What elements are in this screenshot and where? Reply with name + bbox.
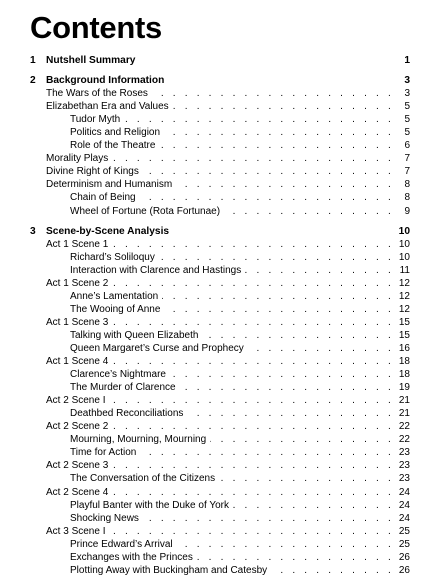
toc-entry-title: Act 2 Scene 2	[46, 421, 109, 433]
toc-page-number: 5	[404, 114, 410, 126]
toc-dot-leader	[112, 486, 394, 499]
toc-entry-title: Role of the Theatre	[70, 140, 156, 152]
toc-section-entry[interactable]	[30, 100, 410, 113]
toc-entry-title: The Wooing of Anne	[70, 303, 161, 315]
toc-subsection-entry[interactable]	[30, 251, 410, 264]
toc-entry-title: Politics and Religion	[70, 127, 161, 139]
toc-subsection-entry[interactable]	[30, 205, 410, 218]
toc-page-number: 22	[398, 434, 410, 446]
toc-page-number: 15	[398, 329, 410, 341]
toc-dot-leader	[112, 459, 394, 472]
toc-dot-leader	[177, 538, 394, 551]
toc-page-number: 8	[404, 192, 410, 204]
toc-page-number: 7	[404, 166, 410, 178]
toc-dot-leader	[248, 342, 394, 355]
toc-entry-title: Queen Margaret’s Curse and Prophecy	[70, 342, 244, 354]
document-page	[30, 10, 410, 577]
toc-dot-leader	[210, 433, 394, 446]
toc-dot-leader	[170, 368, 394, 381]
toc-entry-title: Time for Action	[70, 447, 137, 459]
toc-page-number: 12	[398, 303, 410, 315]
toc-entry-title: Tudor Myth	[70, 114, 121, 126]
toc-section-entry[interactable]	[30, 165, 410, 178]
toc-chapter-number: 3	[30, 225, 36, 237]
toc-subsection-entry[interactable]	[30, 290, 410, 303]
toc-entry-title: Playful Banter with the Duke of York	[70, 499, 229, 511]
toc-page-number: 23	[398, 473, 410, 485]
toc-page-number: 19	[398, 382, 410, 394]
toc-entry-title: The Murder of Clarence	[70, 382, 176, 394]
toc-entry-title: Mourning, Mourning, Mourning	[70, 434, 207, 446]
toc-page-number: 12	[398, 277, 410, 289]
toc-subsection-entry[interactable]	[30, 551, 410, 564]
toc-page-number: 3	[404, 88, 410, 100]
toc-dot-leader	[233, 499, 394, 512]
toc-page-number: 9	[404, 205, 410, 217]
toc-section-entry[interactable]	[30, 420, 410, 433]
toc-page-number: 24	[398, 512, 410, 524]
toc-entry-title: Deathbed Reconciliations	[70, 408, 184, 420]
toc-dot-leader	[140, 446, 394, 459]
toc-section-entry[interactable]	[30, 459, 410, 472]
toc-entry-title: Act 2 Scene 3	[46, 460, 109, 472]
toc-page-number: 15	[398, 316, 410, 328]
toc-page-number: 16	[398, 342, 410, 354]
toc-subsection-entry[interactable]	[30, 499, 410, 512]
toc-page-number: 18	[398, 356, 410, 368]
toc-subsection-entry[interactable]	[30, 512, 410, 525]
toc-entry-title: Plotting Away with Buckingham and Catesby	[70, 564, 268, 576]
toc-dot-leader	[224, 205, 394, 218]
toc-entry-title: Act 1 Scene 3	[46, 316, 109, 328]
toc-entry-title: Shocking News	[70, 512, 139, 524]
toc-dot-leader	[219, 472, 394, 485]
toc-page-number: 8	[404, 179, 410, 191]
toc-entry-title: Scene-by-Scene Analysis	[46, 225, 170, 237]
toc-section-entry[interactable]	[30, 277, 410, 290]
toc-dot-leader	[112, 277, 394, 290]
toc-subsection-entry[interactable]	[30, 113, 410, 126]
toc-dot-leader	[164, 126, 394, 139]
toc-entry-title: Nutshell Summary	[46, 55, 136, 66]
toc-entry-title: Prince Edward’s Arrival	[70, 538, 173, 550]
toc-dot-leader	[271, 564, 394, 577]
toc-dot-leader	[187, 407, 394, 420]
toc-entry-title: Wheel of Fortune (Rota Fortunae)	[70, 205, 221, 217]
toc-dot-leader	[140, 191, 394, 204]
toc-subsection-entry[interactable]	[30, 126, 410, 139]
toc-subsection-entry[interactable]	[30, 342, 410, 355]
toc-dot-leader	[109, 394, 394, 407]
toc-page-number: 23	[398, 447, 410, 459]
toc-page-number: 22	[398, 421, 410, 433]
toc-subsection-entry[interactable]	[30, 368, 410, 381]
toc-dot-leader	[143, 512, 394, 525]
toc-page-number: 10	[398, 225, 410, 237]
toc-entry-title: Act 1 Scene 2	[46, 277, 109, 289]
toc-page-number: 18	[398, 369, 410, 381]
table-of-contents	[30, 54, 410, 577]
toc-page-number: 26	[398, 564, 410, 576]
toc-dot-leader	[109, 525, 394, 538]
toc-page-number: 1	[404, 55, 410, 66]
toc-section-entry[interactable]	[30, 178, 410, 191]
toc-entry-title: Background Information	[46, 75, 165, 87]
toc-page-number: 24	[398, 486, 410, 498]
toc-chapter-entry[interactable]	[30, 54, 410, 67]
toc-dot-leader	[112, 152, 394, 165]
toc-page-number: 21	[398, 395, 410, 407]
toc-section-entry[interactable]	[30, 355, 410, 368]
toc-chapter-number: 1	[30, 55, 36, 66]
toc-entry-title: Interaction with Clarence and Hastings	[70, 264, 242, 276]
toc-subsection-entry[interactable]	[30, 538, 410, 551]
toc-dot-leader	[112, 420, 394, 433]
toc-page-number: 23	[398, 460, 410, 472]
toc-dot-leader	[180, 381, 394, 394]
toc-dot-leader	[124, 113, 394, 126]
toc-subsection-entry[interactable]	[30, 446, 410, 459]
toc-entry-title: Act 1 Scene 1	[46, 238, 109, 250]
toc-page-number: 12	[398, 290, 410, 302]
toc-page-number: 26	[398, 551, 410, 563]
toc-subsection-entry[interactable]	[30, 264, 410, 277]
toc-entry-title: Divine Right of Kings	[46, 166, 139, 178]
toc-dot-leader	[245, 264, 394, 277]
toc-entry-title: Anne’s Lamentation	[70, 290, 159, 302]
toc-subsection-entry[interactable]	[30, 139, 410, 152]
contents-heading: Contents	[30, 10, 162, 45]
toc-page-number: 5	[404, 101, 410, 113]
toc-dot-leader	[197, 551, 394, 564]
toc-subsection-entry[interactable]	[30, 191, 410, 204]
toc-page-number: 3	[404, 75, 410, 87]
toc-entry-title: Act 3 Scene I	[46, 525, 106, 537]
toc-page-number: 6	[404, 140, 410, 152]
toc-dot-leader	[159, 251, 394, 264]
toc-dot-leader	[112, 316, 394, 329]
toc-entry-title: Elizabethan Era and Values	[46, 101, 169, 113]
toc-entry-title: Talking with Queen Elizabeth	[70, 329, 199, 341]
toc-entry-title: Richard’s Soliloquy	[70, 251, 155, 263]
toc-dot-leader	[152, 87, 394, 100]
toc-dot-leader	[159, 139, 394, 152]
toc-entry-title: Act 2 Scene 4	[46, 486, 109, 498]
toc-section-entry[interactable]	[30, 152, 410, 165]
toc-section-entry[interactable]	[30, 87, 410, 100]
toc-subsection-entry[interactable]	[30, 381, 410, 394]
toc-page-number: 10	[398, 251, 410, 263]
toc-section-entry[interactable]	[30, 394, 410, 407]
toc-entry-title: Chain of Being	[70, 192, 136, 204]
toc-dot-leader	[164, 303, 394, 316]
toc-dot-leader	[112, 355, 394, 368]
toc-dot-leader	[162, 290, 394, 303]
toc-page-number: 11	[399, 264, 410, 276]
toc-page-number: 10	[398, 238, 410, 250]
toc-entry-title: The Conversation of the Citizens	[70, 473, 216, 485]
toc-entry-title: Act 2 Scene I	[46, 395, 106, 407]
toc-page-number: 21	[398, 408, 410, 420]
toc-entry-title: Morality Plays	[46, 153, 109, 165]
toc-chapter-entry[interactable]	[30, 225, 410, 238]
toc-dot-leader	[173, 100, 394, 113]
toc-dot-leader	[143, 165, 394, 178]
toc-page-number: 25	[398, 538, 410, 550]
toc-entry-title: Act 1 Scene 4	[46, 356, 109, 368]
toc-chapter-number: 2	[30, 75, 36, 87]
toc-page-number: 25	[398, 525, 410, 537]
toc-section-entry[interactable]	[30, 486, 410, 499]
toc-section-entry[interactable]	[30, 525, 410, 538]
toc-entry-title: The Wars of the Roses	[46, 88, 148, 100]
toc-page-number: 24	[398, 499, 410, 511]
toc-entry-title: Determinism and Humanism	[46, 179, 173, 191]
toc-subsection-entry[interactable]	[30, 303, 410, 316]
toc-subsection-entry[interactable]	[30, 407, 410, 420]
toc-dot-leader	[112, 238, 394, 251]
toc-section-entry[interactable]	[30, 316, 410, 329]
toc-section-entry[interactable]	[30, 238, 410, 251]
toc-chapter-entry[interactable]	[30, 74, 410, 87]
toc-page-number: 7	[404, 153, 410, 165]
toc-entry-title: Clarence’s Nightmare	[70, 369, 166, 381]
toc-dot-leader	[202, 329, 394, 342]
toc-subsection-entry[interactable]	[30, 329, 410, 342]
toc-subsection-entry[interactable]	[30, 564, 410, 577]
toc-dot-leader	[176, 178, 394, 191]
toc-subsection-entry[interactable]	[30, 472, 410, 485]
toc-page-number: 5	[404, 127, 410, 139]
toc-subsection-entry[interactable]	[30, 433, 410, 446]
toc-entry-title: Exchanges with the Princes	[70, 551, 193, 563]
